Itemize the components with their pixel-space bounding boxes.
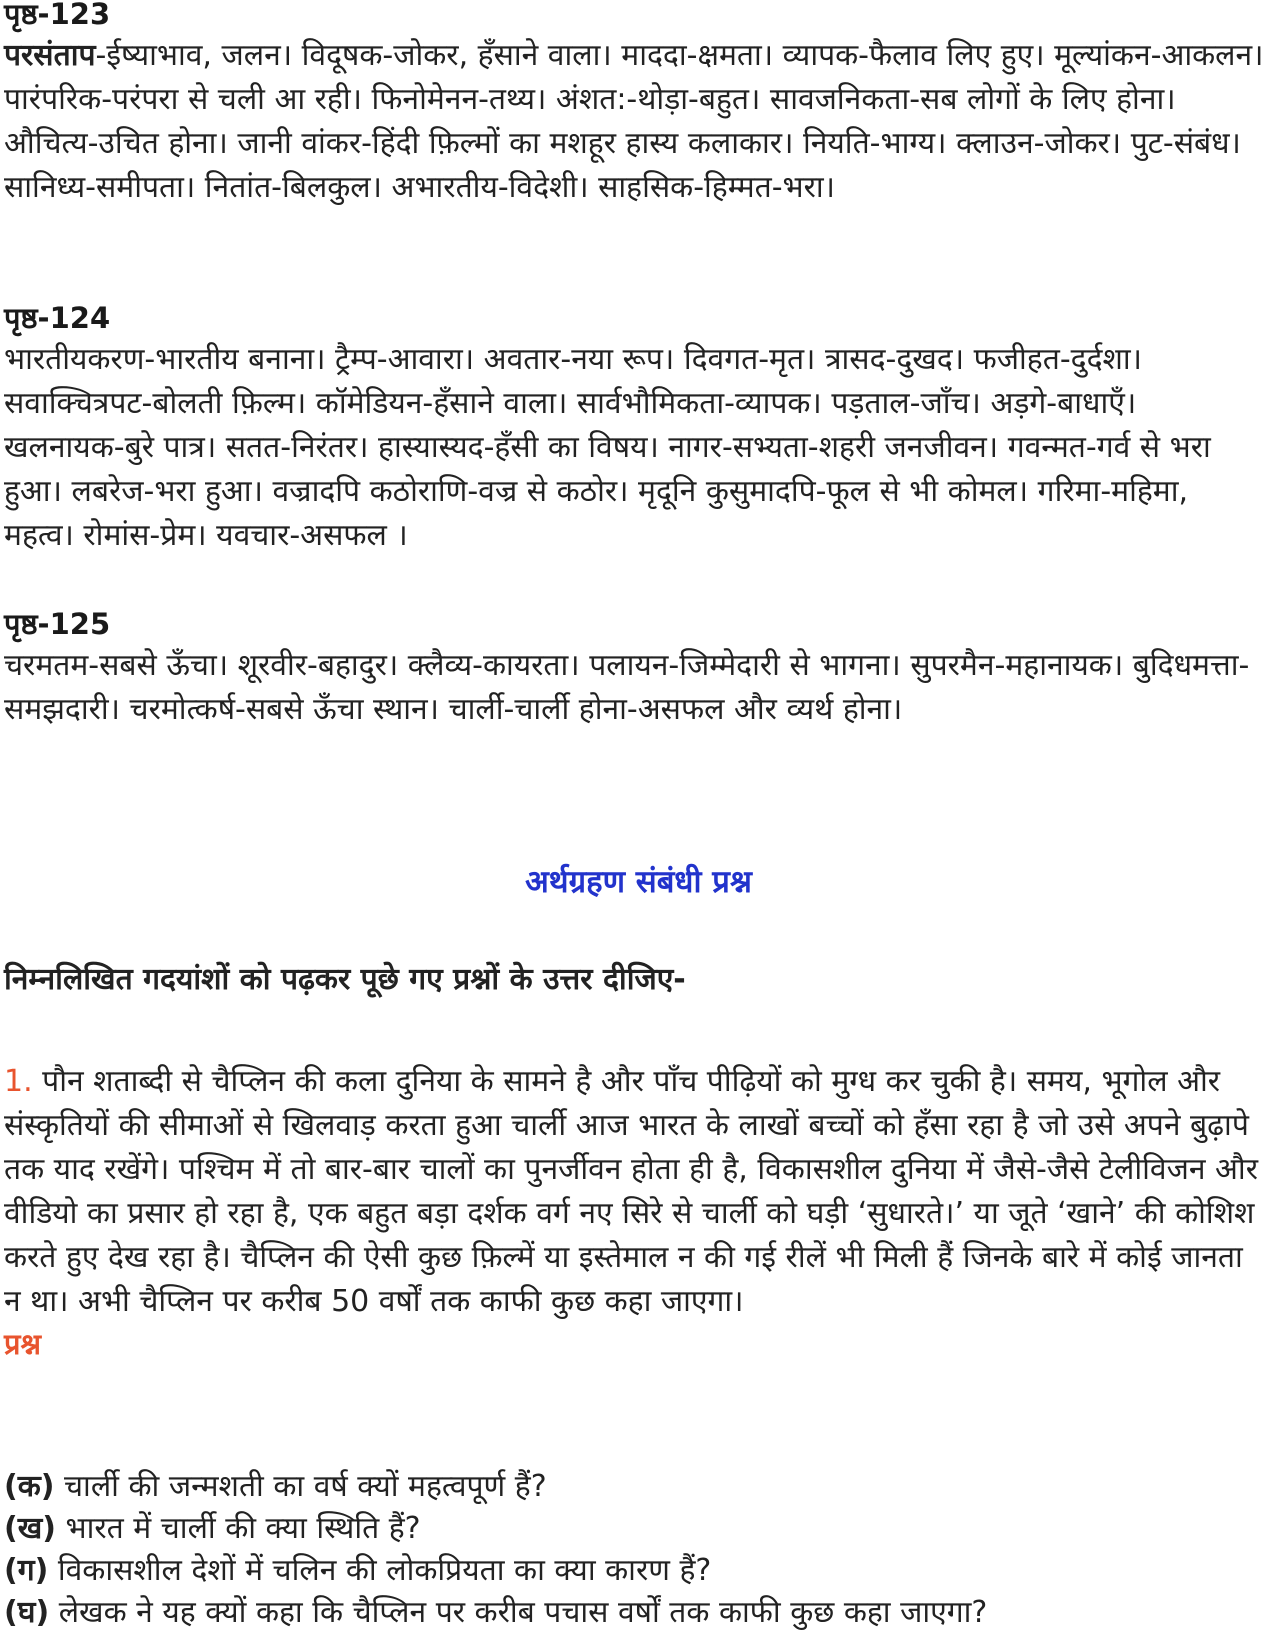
glossary-paragraph: चरमतम-सबसे ऊँचा। शूरवीर-बहादुर। क्लैव्य-कायरता। पलायन-जिम्मेदारी से भागना। सुपरमैन-महानायक। बुदिधमत्ता-समझदारी। चरमोत्कर्ष-सबसे ऊँचा स्थान। चार्ली-चार्ली होना-असफल और व्यर्थ होना। (4, 648, 1250, 727)
question-item (4, 1550, 1266, 1592)
instruction-text: निम्नलिखित गदयांशों को पढ़कर पूछे गए प्रश्नों के उत्तर दीजिए- (4, 962, 686, 997)
center-title: अर्थग्रहण संबंधी प्रश्न (525, 864, 752, 900)
section-page-125 (4, 604, 1266, 732)
question-marker: (घ) (4, 1595, 50, 1630)
question-item (4, 1592, 1266, 1634)
question-marker: (ग) (4, 1553, 49, 1588)
question-list (4, 1466, 1266, 1634)
glossary-paragraph: भारतीयकरण-भारतीय बनाना। ट्रैम्प-आवारा। अवतार-नया रूप। दिवगत-मृत। त्रासद-दुखद। फजीहत-दुर्दशा। सवाक्चित्रपट-बोलती फ़िल्म। कॉमेडियन-हँसाने वाला। सार्वभौमिकता-व्यापक। पड़ताल-जाँच। अड़गे-बाधाएँ। खलनायक-बुरे पात्र। सतत-निरंतर। हास्यास्यद-हँसी का विषय। नागर-सभ्यता-शहरी जनजीवन। गवन्मत-गर्व से भरा हुआ। लबरेज-भरा हुआ। वज्रादपि कठोराणि-वज्र से कठोर। मृदूनि कुसुमादपि-फूल से भी कोमल। गरिमा-महिमा, महत्व। रोमांस-प्रेम। यवचार-असफल । (4, 342, 1211, 553)
glossary-paragraph (4, 34, 1266, 210)
section-heading: पृष्ठ-124 (4, 301, 111, 335)
passage-paragraph (4, 1060, 1266, 1324)
question-item (4, 1466, 1266, 1508)
section-heading: पृष्ठ-123 (4, 0, 111, 31)
question-item (4, 1508, 1266, 1550)
question-text: भारत में चार्ली की क्या स्थिति हैं? (55, 1511, 421, 1546)
question-marker: (ख) (4, 1511, 56, 1546)
passage (4, 1060, 1266, 1364)
question-text: चार्ली की जन्मशती का वर्ष क्यों महत्वपूर्ण हैं? (54, 1469, 547, 1504)
section-page-123 (4, 0, 1266, 210)
glossary-text: -ईष्याभाव, जलन। विदूषक-जोकर, हँसाने वाला। माददा-क्षमता। व्यापक-फैलाव लिए हुए। मूल्यांकन-आकलन। पारंपरिक-परंपरा से चली आ रही। फिनोमेनन-तथ्य। अंशत:-थोड़ा-बहुत। सावजनिकता-सब लोगों के लिए होना। औचित्य-उचित होना। जानी वांकर-हिंदी फ़िल्मों का मशहूर हास्य कलाकार। नियति-भाग्य। क्लाउन-जोकर। पुट-संबंध। सानिध्य-समीपता। नितांत-बिलकुल। अभारतीय-विदेशी। साहसिक-हिम्मत-भरा। (4, 38, 1264, 205)
passage-text: पौन शताब्दी से चैप्लिन की कला दुनिया के सामने है और पाँच पीढ़ियों को मुग्ध कर चुकी है। समय, भूगोल और संस्कृतियों की सीमाओं से खिलवाड़ करता हुआ चार्ली आज भारत के लाखों बच्चों को हँसा रहा है जो उसे अपने बुढ़ापे तक याद रखेंगे। पश्चिम में तो बार-बार चालों का पुनर्जीवन होता ही है, विकासशील दुनिया में जैसे-जैसे टेलीविजन और वीडियो का प्रसार हो रहा है, एक बहुत बड़ा दर्शक वर्ग नए सिरे से चार्ली को घड़ी ‘सुधारते।’ या जूते ‘खाने’ की कोशिश करते हुए देख रहा है। चैप्लिन की ऐसी कुछ फ़िल्में या इस्तेमाल न की गई रीलें भी मिली हैं जिनके बारे में कोई जानता न था। अभी चैप्लिन पर करीब 50 वर्षों तक काफी कुछ कहा जाएगा। (4, 1064, 1258, 1319)
question-text: लेखक ने यह क्यों कहा कि चैप्लिन पर करीब पचास वर्षों तक काफी कुछ कहा जाएगा? (49, 1595, 988, 1630)
question-marker: (क) (4, 1469, 55, 1504)
question-label: प्रश्न (4, 1327, 42, 1361)
glossary-term: परसंताप (4, 38, 96, 73)
passage-number: 1. (4, 1064, 33, 1099)
section-page-124 (4, 298, 1266, 558)
question-text: विकासशील देशों में चलिन की लोकप्रियता का क्या कारण हैं? (48, 1553, 712, 1588)
section-heading: पृष्ठ-125 (4, 607, 111, 641)
